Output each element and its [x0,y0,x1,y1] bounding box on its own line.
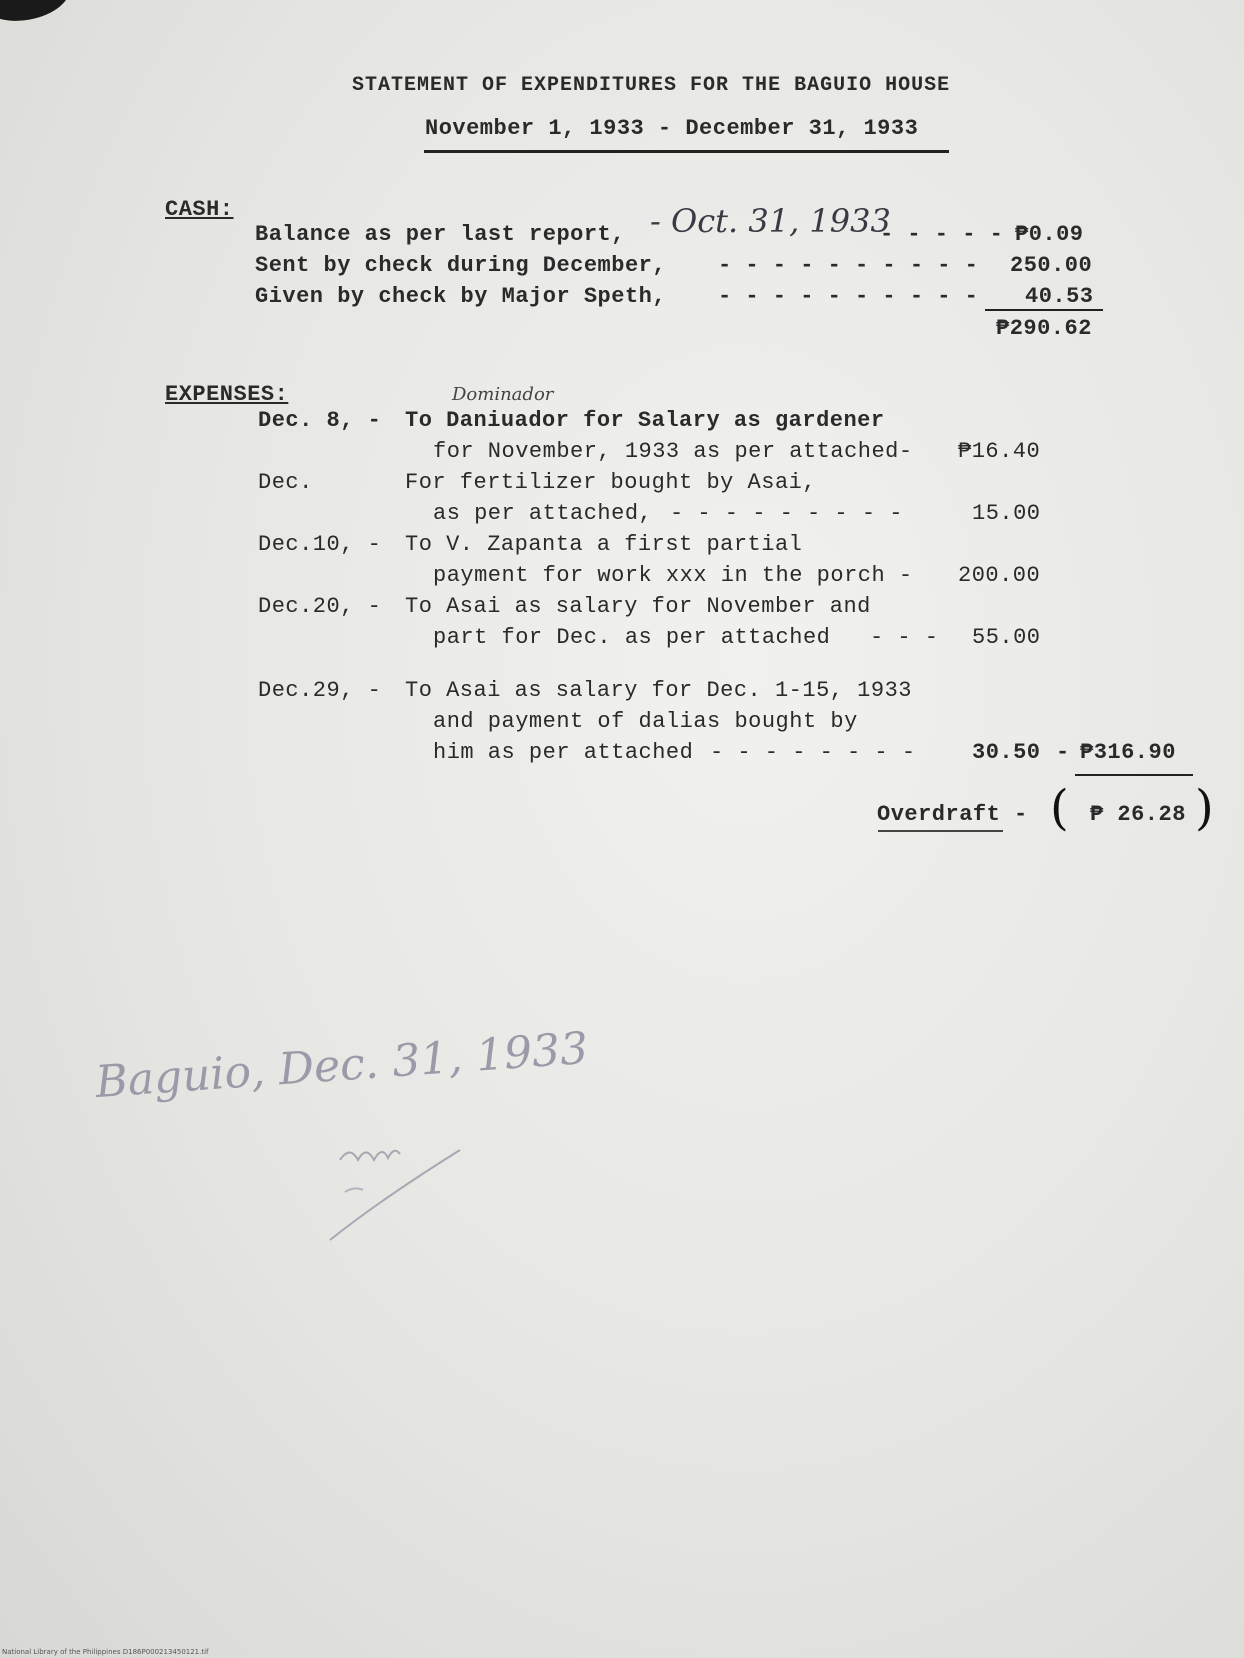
entry-5-line2: and payment of dalias bought by [433,709,858,734]
cash-line-3-leader: - - - - - - - - - - [718,284,979,309]
entry-5-date: Dec.29, - [258,678,382,703]
cash-line-1-amount: ₱0.09 [1015,222,1084,247]
overdraft-open-paren: ( [1050,780,1069,836]
cash-line-1-leader: - - - - - [880,222,1004,247]
expenses-header: EXPENSES: [165,382,289,407]
entry-4-date: Dec.20, - [258,594,382,619]
overdraft-underline [878,830,1003,832]
cash-line-3-label: Given by check by Major Speth, [255,284,667,309]
handwritten-place-date: Baguio, Dec. 31, 1933 [93,1022,590,1109]
entry-2-date: Dec. [258,470,313,495]
ink-blot [0,0,74,27]
name-correction: Dominador [452,384,554,405]
cash-line-3-amount: 40.53 [1025,284,1094,309]
entry-1-amount: ₱16.40 [958,439,1041,464]
entry-3-line1: To V. Zapanta a first partial [405,532,803,557]
cash-line-2-leader: - - - - - - - - - - [718,253,979,278]
expenses-total-rule [1075,774,1193,776]
entry-4-amount: 55.00 [972,625,1041,650]
archive-footer: National Library of the Philippines D186P000213450121.tif [2,1648,209,1656]
cash-header: CASH: [165,197,234,222]
entry-4-line1: To Asai as salary for November and [405,594,871,619]
entry-2-line1: For fertilizer bought by Asai, [405,470,817,495]
cash-total-rule [985,309,1103,311]
entry-4-line2: part for Dec. as per attached [433,625,831,650]
cash-line-1-annotation: - Oct. 31, 1933 [650,202,891,240]
title-underline [424,150,949,153]
entry-5-amount: 30.50 [972,740,1041,765]
entry-2-amount: 15.00 [972,501,1041,526]
entry-3-line2: payment for work xxx in the porch - [433,563,913,588]
entry-5-line3: him as per attached [433,740,694,765]
entry-2-leader: - - - - - - - - - [670,501,903,526]
document-title: STATEMENT OF EXPENDITURES FOR THE BAGUIO HOUSE [352,74,951,97]
entry-4-leader: - - - [870,625,939,650]
signature-initials [320,1130,480,1250]
expenses-total: ₱316.90 [1080,740,1176,765]
entry-5-leader: - - - - - - - - [710,740,916,765]
entry-1-line1: To Daniuador for Salary as gardener [405,408,885,433]
cash-line-2-label: Sent by check during December, [255,253,667,278]
overdraft-amount: ₱ 26.28 [1090,802,1186,827]
entry-5-line1: To Asai as salary for Dec. 1-15, 1933 [405,678,912,703]
cash-total: ₱290.62 [996,316,1092,341]
cash-line-2-amount: 250.00 [1010,253,1093,278]
entry-1-line2: for November, 1933 as per attached- [433,439,913,464]
entry-5-total-sep: - [1056,740,1070,765]
entry-3-date: Dec.10, - [258,532,382,557]
overdraft-label: Overdraft - [877,802,1028,827]
overdraft-close-paren: ) [1195,780,1214,836]
entry-1-date: Dec. 8, - [258,408,382,433]
entry-3-amount: 200.00 [958,563,1041,588]
document-subtitle: November 1, 1933 - December 31, 1933 [425,116,919,141]
cash-line-1-label: Balance as per last report, [255,222,625,247]
entry-2-line2: as per attached, [433,501,653,526]
